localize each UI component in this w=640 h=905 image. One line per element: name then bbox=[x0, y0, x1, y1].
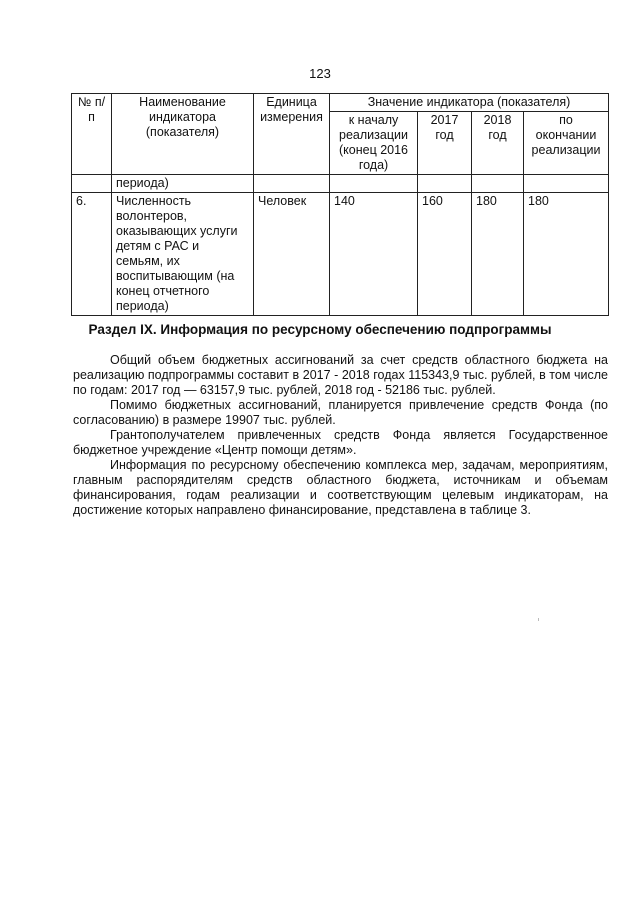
header-2017: 2017 год bbox=[418, 112, 472, 175]
table-row-continued bbox=[72, 175, 609, 193]
header-unit: Единица измерения bbox=[254, 94, 330, 175]
continued-name: периода) bbox=[112, 175, 254, 193]
row-name: Численность волонтеров, оказывающих услуги детям с РАС и семьям, их воспитывающим (на конец отчетного периода) bbox=[112, 193, 254, 316]
paragraph-resource-info: Информация по ресурсному обеспечению комплекса мер, задачам, мероприятиям, главным распорядителям средств областного бюджета, источникам и объемам финансирования, годам реализации и соответствующим целевым индикаторам, на достижение которых направлено финансирование, представлена в таблице 3. bbox=[73, 458, 608, 517]
header-value-group: Значение индикатора (показателя) bbox=[330, 94, 609, 112]
row-start: 140 bbox=[330, 193, 418, 316]
row-end: 180 bbox=[524, 193, 609, 316]
table-header-row bbox=[72, 94, 609, 112]
paragraph-fund: Помимо бюджетных ассигнований, планируется привлечение средств Фонда (по согласованию) в размере 19907 тыс. рублей. bbox=[73, 398, 608, 427]
body-text bbox=[73, 353, 608, 518]
paragraph-grantee: Грантополучателем привлеченных средств Фонда является Государственное бюджетное учреждение «Центр помощи детям». bbox=[73, 428, 608, 457]
header-2018: 2018 год bbox=[472, 112, 524, 175]
indicator-table bbox=[71, 93, 609, 316]
header-end: по окончании реализации bbox=[524, 112, 609, 175]
row-2018: 180 bbox=[472, 193, 524, 316]
section-title: Раздел IX. Информация по ресурсному обеспечению подпрограммы bbox=[88, 322, 552, 337]
row-num: 6. bbox=[72, 193, 112, 316]
header-start: к началу реализации (конец 2016 года) bbox=[330, 112, 418, 175]
scan-speck bbox=[538, 618, 539, 621]
table-row bbox=[72, 193, 609, 316]
header-num: № п/п bbox=[72, 94, 112, 175]
paragraph-budget: Общий объем бюджетных ассигнований за счет средств областного бюджета на реализацию подпрограммы составит в 2017 - 2018 годах 115343,9 тыс. рублей, в том числе по годам: 2017 год — 63157,9 тыс. рублей, 2018 год - 52186 тыс. рублей. bbox=[73, 353, 608, 397]
page-number: 123 bbox=[309, 66, 331, 81]
row-unit: Человек bbox=[254, 193, 330, 316]
row-2017: 160 bbox=[418, 193, 472, 316]
header-name: Наименование индикатора (показателя) bbox=[112, 94, 254, 175]
